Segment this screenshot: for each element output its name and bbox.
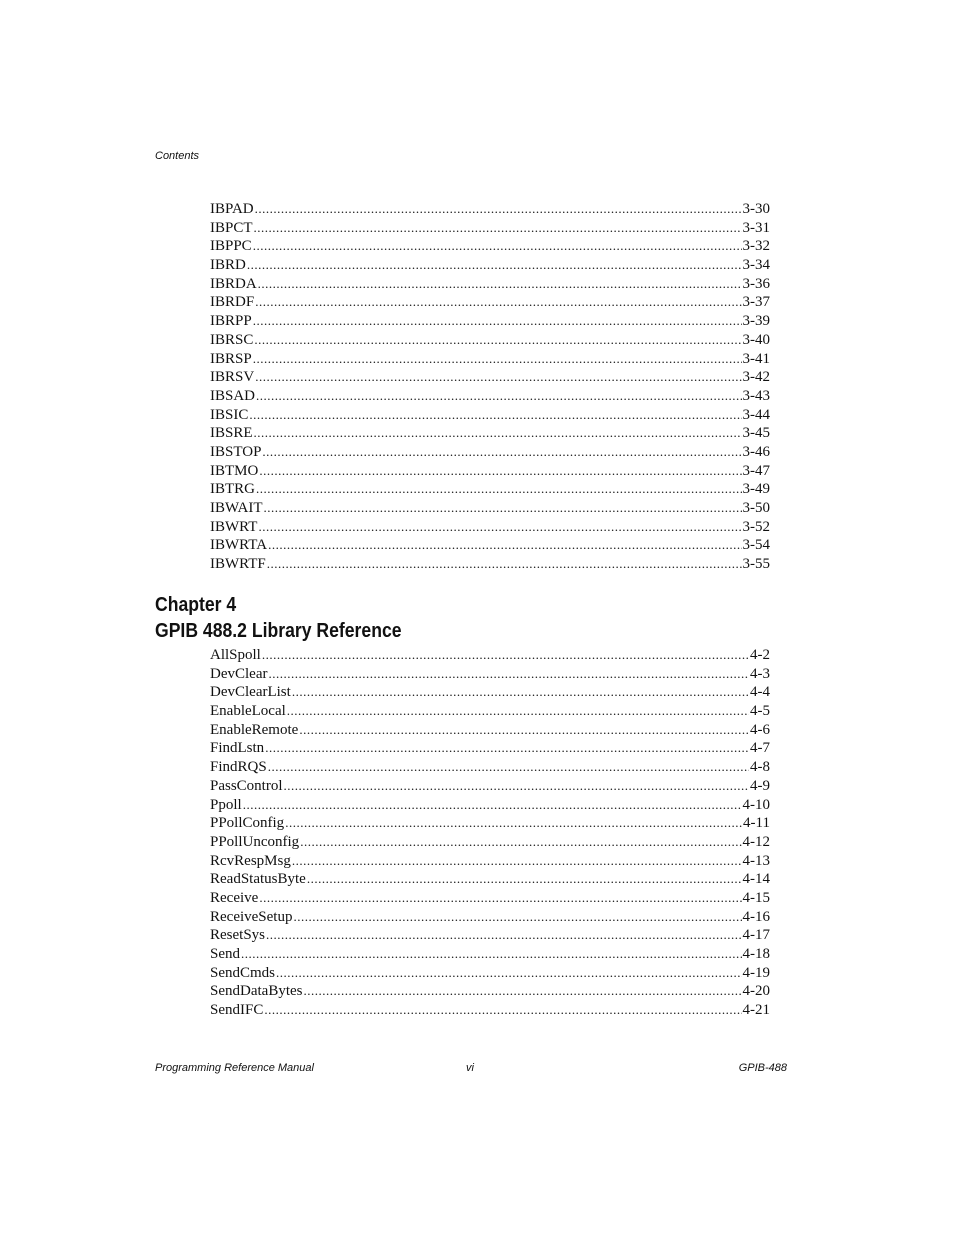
toc-entry-page: 3-30 [742,201,770,217]
dot-leader [259,889,741,908]
toc-entry-name: EnableLocal [210,703,286,720]
toc-entry-page: 4-12 [742,833,770,850]
toc-entry-name: IBWAIT [210,500,263,516]
toc-entry-name: IBRDA [210,275,257,292]
toc-entry-name: IBPAD [210,201,254,217]
toc-entry-page: 3-31 [742,219,770,236]
toc-entry[interactable] [210,646,770,665]
toc-entry[interactable] [210,293,770,312]
toc-entry-name: Receive [210,889,259,906]
toc-entry[interactable] [210,926,770,945]
toc-entry[interactable] [210,462,770,481]
toc-entry[interactable] [210,443,770,462]
toc-entry-name: IBWRTF [210,556,266,573]
toc-entry[interactable] [210,777,770,796]
dot-leader [253,312,742,331]
toc-entry-page: 4-19 [742,964,770,981]
dot-leader [293,908,741,927]
toc-entry-name: Ppoll [210,796,242,813]
toc-entry-page: 3-41 [742,350,770,367]
chapter-title: GPIB 488.2 Library Reference [155,620,402,642]
dot-leader [267,555,742,574]
dot-leader [264,499,742,518]
toc-entry-name: IBSTOP [210,443,262,460]
toc-entry[interactable] [210,870,770,889]
dot-leader [262,443,741,462]
toc-entry-page: 4-21 [742,1002,770,1019]
toc-entry-name: ReceiveSetup [210,908,293,925]
toc-entry[interactable] [210,219,770,238]
toc-entry-page: 3-37 [742,294,770,311]
toc-entry-page: 4-9 [750,777,770,794]
toc-entry-page: 4-2 [750,647,770,663]
toc-entry[interactable] [210,758,770,777]
chapter-heading [155,592,402,644]
toc-entry-page: 4-11 [743,815,770,832]
toc-entry-page: 4-10 [742,796,770,813]
toc-entry-page: 3-44 [742,406,770,423]
toc-entry-name: FindRQS [210,759,267,776]
toc-entry[interactable] [210,814,770,833]
toc-entry[interactable] [210,889,770,908]
toc-entry-page: 3-55 [742,556,770,573]
toc-entry[interactable] [210,518,770,537]
toc-entry-name: IBSIC [210,406,249,423]
footer-manual-title: Programming Reference Manual [155,1062,314,1074]
toc-entry-name: IBRDF [210,294,255,311]
dot-leader [254,331,741,350]
toc-entry[interactable] [210,406,770,425]
footer-page-number: vi [466,1062,474,1074]
toc-entry[interactable] [210,945,770,964]
toc-entry[interactable] [210,739,770,758]
toc-entry[interactable] [210,256,770,275]
toc-entry-page: 4-3 [750,665,770,682]
toc-entry-name: DevClearList [210,684,291,701]
dot-leader [265,739,749,758]
toc-entry-name: IBRSV [210,369,255,386]
toc-entry[interactable] [210,702,770,721]
dot-leader [255,293,741,312]
toc-entry-page: 4-18 [742,946,770,962]
dot-leader [255,368,741,387]
toc-entry-name: SendDataBytes [210,983,303,1000]
toc-entry-page: 4-4 [750,684,770,701]
toc-entry[interactable] [210,275,770,294]
toc-entry-page: 4-15 [742,889,770,906]
toc-entry[interactable] [210,1001,770,1020]
dot-leader [258,275,742,294]
toc-entry-page: 3-49 [742,481,770,498]
toc-entry[interactable] [210,424,770,443]
toc-entry-name: IBPPC [210,238,252,255]
toc-entry-page: 3-46 [742,443,770,460]
dot-leader [266,926,741,945]
toc-entry-name: FindLstn [210,740,265,757]
dot-leader [284,777,749,796]
toc-entry-name: SendCmds [210,964,276,981]
chapter-label: Chapter 4 [155,594,237,616]
dot-leader [241,945,742,964]
toc-entry-name: RcvRespMsg [210,852,291,869]
toc-entry[interactable] [210,833,770,852]
toc-entry[interactable] [210,852,770,871]
dot-leader [292,852,742,871]
toc-entry[interactable] [210,368,770,387]
toc-entry-page: 3-42 [742,369,770,386]
dot-leader [268,536,741,555]
toc-entry-page: 3-34 [742,257,770,274]
toc-entry-name: ResetSys [210,927,266,944]
toc-entry-name: IBWRTA [210,537,268,554]
dot-leader [256,387,741,406]
dot-leader [254,219,742,238]
toc-entry[interactable] [210,982,770,1001]
toc-entry-page: 4-16 [742,908,770,925]
toc-entry[interactable] [210,683,770,702]
dot-leader [253,237,742,256]
running-head: Contents [155,150,200,162]
toc-entry-page: 4-5 [750,703,770,720]
dot-leader [253,350,742,369]
toc-list-chapter4 [210,646,770,1020]
toc-entry[interactable] [210,555,770,574]
toc-entry-page: 3-39 [742,313,770,330]
toc-entry-name: SendIFC [210,1002,264,1019]
toc-entry-name: ReadStatusByte [210,871,306,888]
toc-entry[interactable] [210,721,770,740]
toc-entry-page: 4-17 [742,927,770,944]
dot-leader [255,200,742,219]
dot-leader [303,982,741,1001]
dot-leader [243,796,742,815]
toc-entry-page: 4-20 [742,983,770,1000]
toc-entry-name: PPollConfig [210,815,285,832]
toc-entry[interactable] [210,796,770,815]
toc-entry-name: IBRSC [210,331,254,348]
toc-entry-name: IBTMO [210,462,259,479]
toc-entry[interactable] [210,200,770,219]
toc-entry[interactable] [210,237,770,256]
toc-entry-name: IBRD [210,257,246,274]
dot-leader [292,683,749,702]
toc-entry-name: Send [210,946,240,962]
dot-leader [259,462,741,481]
dot-leader [264,1001,741,1020]
toc-entry[interactable] [210,536,770,555]
toc-entry-page: 3-50 [742,500,770,516]
dot-leader [249,406,741,425]
toc-entry-name: EnableRemote [210,721,299,738]
toc-entry[interactable] [210,331,770,350]
toc-entry-name: AllSpoll [210,647,261,663]
toc-entry-page: 4-14 [742,871,770,888]
toc-entry-page: 4-8 [750,759,770,776]
dot-leader [268,665,749,684]
toc-entry-name: DevClear [210,665,268,682]
toc-entry-name: IBTRG [210,481,255,498]
dot-leader [299,721,749,740]
toc-entry-page: 3-45 [742,425,770,442]
toc-entry-page: 3-52 [742,518,770,535]
dot-leader [262,646,749,665]
footer-product-name: GPIB-488 [738,1062,787,1074]
toc-entry-name: IBWRT [210,518,258,535]
dot-leader [268,758,749,777]
toc-entry[interactable] [210,499,770,518]
dot-leader [258,518,741,537]
toc-entry-name: PassControl [210,777,283,794]
toc-entry-name: PPollUnconfig [210,833,300,850]
dot-leader [256,480,742,499]
toc-entry-page: 4-7 [750,740,770,757]
toc-entry[interactable] [210,480,770,499]
toc-entry-page: 3-40 [742,331,770,348]
toc-entry[interactable] [210,665,770,684]
dot-leader [247,256,742,275]
toc-entry-name: IBSRE [210,425,253,442]
toc-entry-page: 3-47 [742,462,770,479]
toc-entry-name: IBSAD [210,387,256,404]
dot-leader [254,424,742,443]
page-footer [155,1062,787,1078]
toc-entry[interactable] [210,387,770,406]
toc-list-chapter3-continued [210,200,770,574]
toc-entry-page: 3-36 [742,275,770,292]
toc-entry-page: 3-32 [742,238,770,255]
toc-entry-page: 3-43 [742,387,770,404]
toc-entry[interactable] [210,312,770,331]
toc-entry-name: IBRPP [210,313,252,330]
dot-leader [300,833,741,852]
toc-entry[interactable] [210,350,770,369]
toc-entry[interactable] [210,964,770,983]
dot-leader [285,814,742,833]
toc-entry-name: IBPCT [210,219,253,236]
dot-leader [287,702,749,721]
toc-entry[interactable] [210,908,770,927]
toc-entry-page: 4-13 [742,852,770,869]
dot-leader [307,870,742,889]
dot-leader [276,964,741,983]
toc-entry-name: IBRSP [210,350,252,367]
toc-entry-page: 3-54 [742,537,770,554]
toc-entry-page: 4-6 [750,721,770,738]
